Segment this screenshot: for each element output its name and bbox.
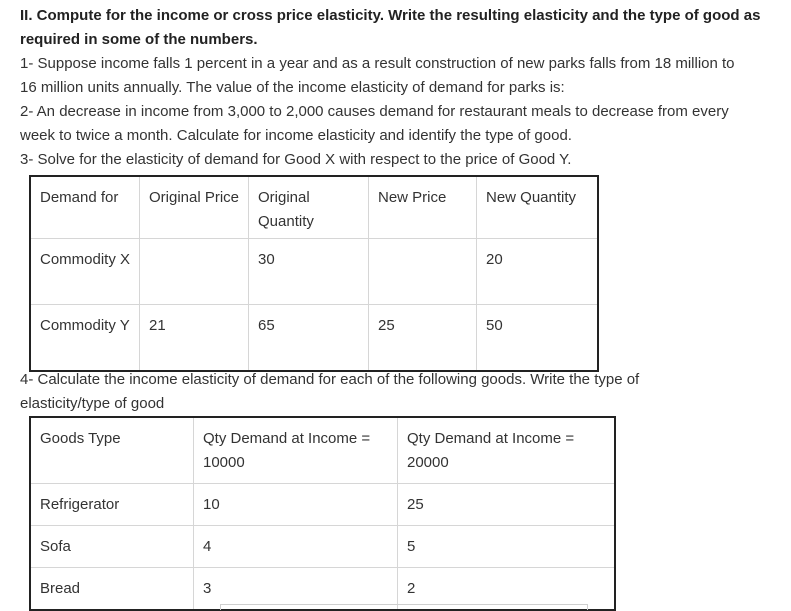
table-cell: Commodity X [30, 239, 140, 305]
table-cell: Commodity Y [30, 305, 140, 372]
table-cell [140, 239, 249, 305]
table-cell: 10 [194, 484, 398, 526]
question-4-line-2: elasticity/type of good [20, 395, 165, 412]
header-original-quantity: Original Quantity [249, 176, 369, 239]
table-row [30, 484, 615, 526]
table-cell: 50 [477, 305, 599, 372]
table-cell: 21 [140, 305, 249, 372]
question-3-text: 3- Solve for the elasticity of demand for Good X with respect to the price of Good Y. [20, 151, 572, 168]
table-cell: 2 [398, 568, 616, 611]
question-1-line-1: 1- Suppose income falls 1 percent in a year and as a result construction of new parks falls from 18 million to [20, 55, 735, 72]
cross-price-table [29, 175, 599, 372]
header-demand-for: Demand for [30, 176, 140, 239]
header-original-price: Original Price [140, 176, 249, 239]
section-heading-line-1: II. Compute for the income or cross price elasticity. Write the resulting elasticity and the type of good as [20, 7, 761, 24]
question-2-line-1: 2- An decrease in income from 3,000 to 2,000 causes demand for restaurant meals to decrease from every [20, 103, 729, 120]
table-cell: 25 [398, 484, 616, 526]
table-header-row [30, 417, 615, 484]
question-2-line-2: week to twice a month. Calculate for income elasticity and identify the type of good. [20, 127, 572, 144]
table-header-row [30, 176, 598, 239]
table-cell: 25 [369, 305, 477, 372]
header-qty-income-10000: Qty Demand at Income = 10000 [194, 417, 398, 484]
header-new-price: New Price [369, 176, 477, 239]
header-goods-type: Goods Type [30, 417, 194, 484]
table-cell: Sofa [30, 526, 194, 568]
document-body [20, 4, 785, 172]
table-row [30, 305, 598, 372]
table-cell [369, 239, 477, 305]
next-table-edge [220, 604, 588, 610]
question-1-line-2: 16 million units annually. The value of the income elasticity of demand for parks is: [20, 79, 565, 96]
table-cell: Bread [30, 568, 194, 611]
table-cell: 3 [194, 568, 398, 611]
question-4 [20, 368, 720, 416]
income-elasticity-table [29, 416, 616, 611]
table-row [30, 239, 598, 305]
table-cell: Refrigerator [30, 484, 194, 526]
question-4-line-1: 4- Calculate the income elasticity of demand for each of the following goods. Write the type of [20, 371, 640, 388]
table-cell: 20 [477, 239, 599, 305]
header-new-quantity: New Quantity [477, 176, 599, 239]
table-cell: 4 [194, 526, 398, 568]
table-cell: 30 [249, 239, 369, 305]
table-cell: 65 [249, 305, 369, 372]
table-cell: 5 [398, 526, 616, 568]
header-qty-income-20000: Qty Demand at Income = 20000 [398, 417, 616, 484]
table-row [30, 526, 615, 568]
section-heading-line-2: required in some of the numbers. [20, 31, 258, 48]
